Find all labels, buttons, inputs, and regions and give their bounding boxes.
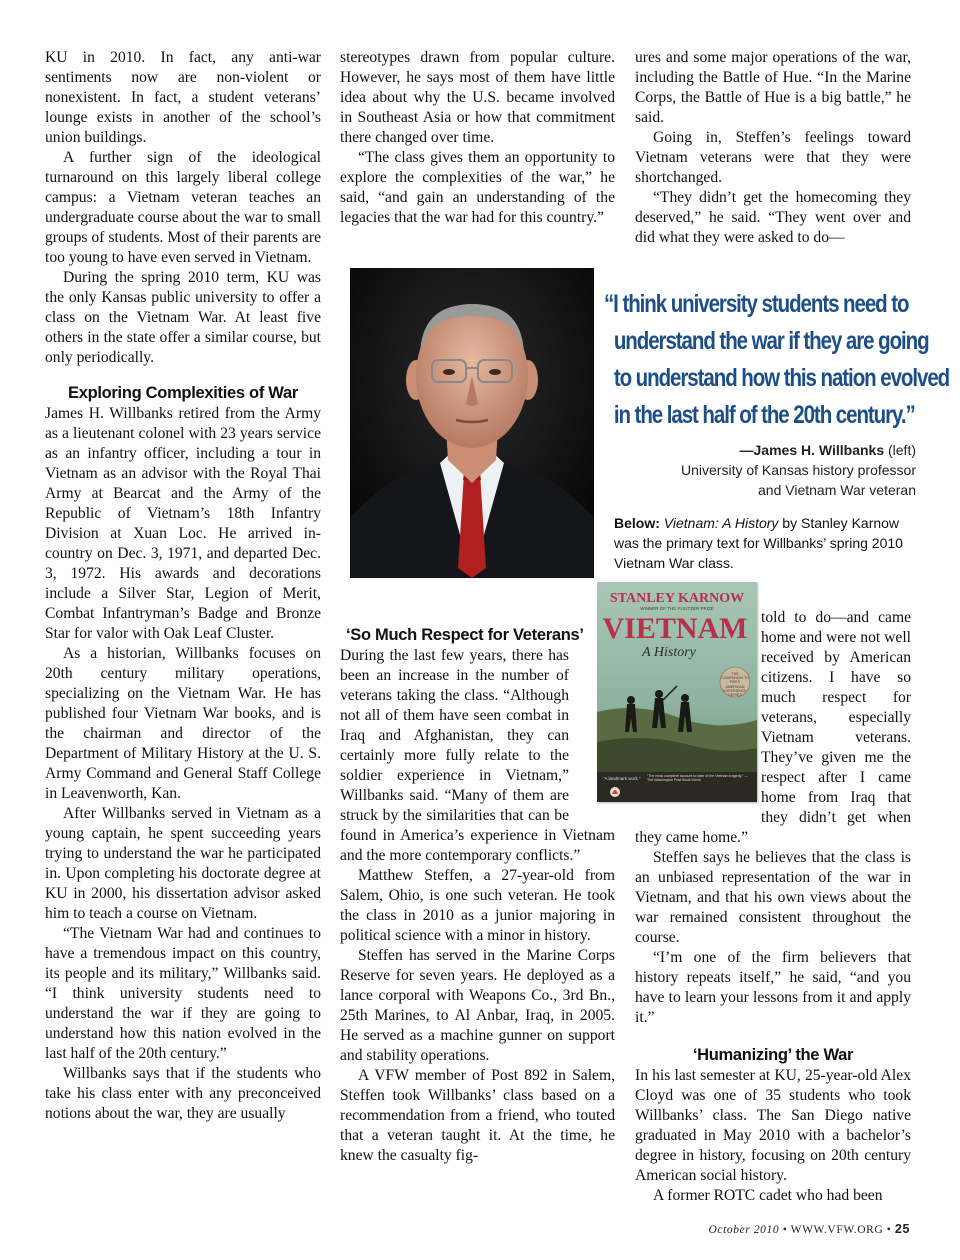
paragraph: James H. Willbanks retired from the Army as a lieutenant colonel with 23 years service as an infantry officer, including a tour in Vietnam as an advisor with the Royal Thai Army at Bearcat and the Army of the Republic of Vietnam’s 18th Infantry Division at Xuan Loc. He arrived in-country on Dec. 3, 1971, and departed Dec. 3, 1972. His awards and decorations include a Silver Star, Legion of Merit, Combat Infantryman’s Badge and Bronze Star for valor with Oak Leaf Cluster. (45, 405, 321, 642)
book-blurb-2: “The most complete account to date of the Vietnam tragedy.” —The Washington Post Book World (647, 774, 748, 783)
book-author: STANLEY KARNOW (609, 591, 745, 606)
pull-quote-line: to understand how this nation evolved (613, 364, 950, 392)
paragraph: A former ROTC cadet who had been (653, 1187, 883, 1204)
paragraph: In his last semester at KU, 25-year-old Alex Cloyd was one of 35 students who took Willbanks’ class. The San Diego native graduated in May 2010 with a bachelor’s degree in history, focusing on 20th century American social history. (635, 1067, 911, 1184)
portrait-illustration (350, 268, 594, 578)
paragraph: Willbanks says that if the students who take his class enter with any preconceived notions about the war, they are usually (45, 1065, 321, 1122)
paragraph: “The Vietnam War had and continues to have a tremendous impact on this country, its people and its military,” Willbanks said. “I think university students need to understand the war if they are going to understand how this nation evolved in the last half of the 20th century.” (45, 925, 321, 1062)
book-badge: THE COMPANION TO PBS’S AMERICAN EXPERIENCE SERIES (721, 672, 749, 698)
book-award: WINNER OF THE PULITZER PRIZE (640, 606, 714, 611)
attribution-title: University of Kansas history professor (681, 462, 916, 478)
book-blurb-1: “A landmark work.” (603, 776, 641, 781)
book-caption (614, 513, 914, 573)
page-footer (600, 1222, 910, 1236)
paragraph: During the spring 2010 term, KU was the only Kansas public university to offer a class on the Vietnam War. At least five others in the state offer a similar course, but only periodically. (45, 269, 321, 366)
article-column-3-middle (635, 608, 911, 1206)
book-subtitle: A History (642, 645, 696, 660)
section-heading: Exploring Complexities of War (68, 384, 298, 402)
footer-bullet: • (782, 1224, 788, 1236)
paragraph: “I’m one of the firm believers that history repeats itself,” he said, “and you have to learn your lessons from it and apply it.” (635, 949, 911, 1026)
caption-lead: Below: (614, 515, 660, 531)
paragraph: ures and some major operations of the war, including the Battle of Hue. “In the Marine Corps, the Battle of Hue is a big battle,” he said. (635, 49, 911, 126)
paragraph: A VFW member of Post 892 in Salem, Steffen took Willbanks’ class based on a recommendation from a friend, who touted that a veteran taught it. At the time, he knew the casualty fig- (340, 1067, 615, 1164)
article-column-2-top (340, 48, 615, 228)
pull-quote (604, 286, 950, 434)
footer-bullet: • (886, 1224, 892, 1236)
paragraph: Steffen says he believes that the class is an unbiased representation of the war in Vietnam, and that his own views about the war remained consistent throughout the course. (635, 849, 911, 946)
paragraph: “They didn’t get the homecoming they deserved,” he said. “They went over and did what they were asked to do— (635, 189, 911, 246)
article-column-2-bottom (340, 624, 615, 1166)
section-heading: ‘Humanizing’ the War (692, 1046, 854, 1064)
attribution-title: and Vietnam War veteran (758, 482, 916, 498)
paragraph: During the last few years, there has been an increase in the number of veterans taking the class. “Although not all of them have seen combat in Iraq and Afghanistan, they can certainly more fully relate to the soldier experience in Vietnam,” Willbanks said. “Many of them are struck by the similarities that can be found in America’s experience in Vietnam and the more contemporary conflicts.” (340, 647, 615, 864)
paragraph: A further sign of the ideological turnaround on this largely liberal college campus: a Vietnam veteran teaches an undergraduate course about the war to small groups of students. Most of their parents are too young to have even served in Vietnam. (45, 149, 321, 266)
issue-date: October 2010 (708, 1224, 780, 1236)
footer-website: WWW.VFW.ORG (790, 1224, 884, 1236)
paragraph: KU in 2010. In fact, any anti-war sentiments now are non-violent or nonexistent. In fact, a student veterans’ lounge exists in another of the school’s union buildings. (45, 49, 321, 146)
book-title: VIETNAM (602, 612, 748, 645)
paragraph: told to do—and came home and were not well received by American citizens. I have so much respect for veterans, especially Vietnam veterans. They’ve given me the respect after I came home from Iraq that they didn’t get when they came home.” (635, 609, 911, 846)
attribution-dash: — (739, 442, 754, 458)
pull-quote-line: “I think university students need to (604, 290, 909, 318)
paragraph: After Willbanks served in Vietnam as a young captain, he spent succeeding years trying to understand the war he participated in. Upon completing his doctorate degree at KU in 2000, his dissertation advisor asked him to teach a course on Vietnam. (45, 805, 321, 922)
paragraph: As a historian, Willbanks focuses on 20th century military operations, specializing on the Vietnam War. He has published four Vietnam War books, and is the chairman and director of the Department of Military History at the U. S. Army Command and General Staff College in Leavenworth, Kan. (45, 645, 321, 802)
paragraph: Steffen has served in the Marine Corps Reserve for seven years. He deployed as a lance corporal with Weapons Co., 3rd Bn., 25th Marines, to Al Anbar, Iraq, in 2005. He served as a machine gunner on support and stability operations. (340, 947, 615, 1064)
section-heading: ‘So Much Respect for Veterans’ (346, 626, 584, 644)
article-column-3-top (635, 48, 911, 248)
paragraph: Matthew Steffen, a 27-year-old from Salem, Ohio, is one such veteran. He took the class in 2010 as a junior majoring in political science with a minor in history. (340, 867, 615, 944)
attribution-name: James H. Willbanks (753, 442, 885, 458)
paragraph: stereotypes drawn from popular culture. However, he says most of them have little idea about why the U.S. became involved in Southeast Asia or how that commitment there changed over time. (340, 49, 615, 146)
paragraph: Going in, Steffen’s feelings toward Vietnam veterans were that they were shortchanged. (635, 129, 911, 186)
pull-quote-line: understand the war if they are going (613, 327, 929, 355)
article-column-1 (45, 48, 321, 1124)
attribution-position: (left) (884, 442, 916, 458)
caption-text: by Stanley Karnow was the primary text for Willbanks’ spring 2010 Vietnam War class. (614, 515, 903, 571)
portrait-photo (350, 268, 594, 578)
page-number: 25 (894, 1222, 910, 1236)
pull-quote-attribution (620, 440, 916, 500)
paragraph: “The class gives them an opportunity to explore the complexities of the war,” he said, “and gain an understanding of the legacies that the war had for this country.” (340, 149, 615, 226)
pull-quote-line: in the last half of the 20th century.” (613, 401, 915, 429)
caption-book-title: Vietnam: A History (663, 515, 779, 531)
